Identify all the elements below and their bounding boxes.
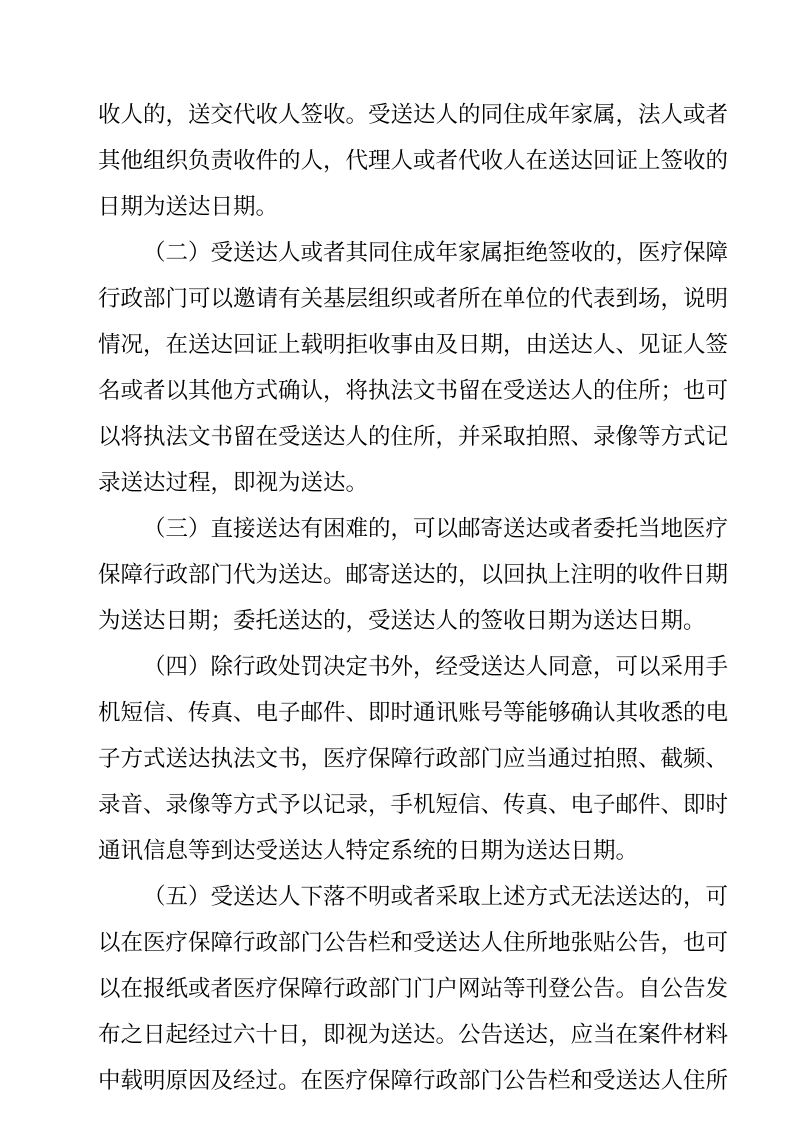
paragraph-start-line: （三）直接送达有困难的，可以邮寄送达或者委托当地医疗	[143, 516, 729, 542]
paragraph-start-line: （二）受送达人或者其同住成年家属拒绝签收的，医疗保障	[143, 240, 729, 266]
text-line: 布之日起经过六十日，即视为送达。公告送达，应当在案件材料	[98, 1022, 729, 1048]
text-line: 情况，在送达回证上载明拒收事由及日期，由送达人、见证人签	[98, 332, 729, 358]
text-line: 保障行政部门代为送达。邮寄送达的，以回执上注明的收件日期	[98, 562, 729, 588]
text-line: 中载明原因及经过。在医疗保障行政部门公告栏和受送达人住所	[98, 1068, 729, 1094]
text-line: 子方式送达执法文书，医疗保障行政部门应当通过拍照、截频、	[98, 746, 729, 772]
paragraph-start-line: （五）受送达人下落不明或者采取上述方式无法送达的，可	[143, 884, 729, 910]
text-line: 行政部门可以邀请有关基层组织或者所在单位的代表到场，说明	[98, 286, 729, 312]
text-line: 收人的，送交代收人签收。受送达人的同住成年家属，法人或者	[98, 102, 729, 128]
text-line: 其他组织负责收件的人，代理人或者代收人在送达回证上签收的	[98, 148, 729, 174]
text-line: 录送达过程，即视为送达。	[98, 470, 369, 496]
text-line: 录音、录像等方式予以记录，手机短信、传真、电子邮件、即时	[98, 792, 729, 818]
text-line: 以在医疗保障行政部门公告栏和受送达人住所地张贴公告，也可	[98, 930, 729, 956]
text-line: 为送达日期；委托送达的，受送达人的签收日期为送达日期。	[98, 608, 706, 634]
text-line: 机短信、传真、电子邮件、即时通讯账号等能够确认其收悉的电	[98, 700, 729, 726]
text-line: 通讯信息等到达受送达人特定系统的日期为送达日期。	[98, 838, 639, 864]
text-line: 以将执法文书留在受送达人的住所，并采取拍照、录像等方式记	[98, 424, 729, 450]
text-line: 名或者以其他方式确认，将执法文书留在受送达人的住所；也可	[98, 378, 729, 404]
paragraph-start-line: （四）除行政处罚决定书外，经受送达人同意，可以采用手	[143, 654, 729, 680]
text-line: 以在报纸或者医疗保障行政部门门户网站等刊登公告。自公告发	[98, 976, 729, 1002]
text-line: 日期为送达日期。	[98, 194, 279, 220]
